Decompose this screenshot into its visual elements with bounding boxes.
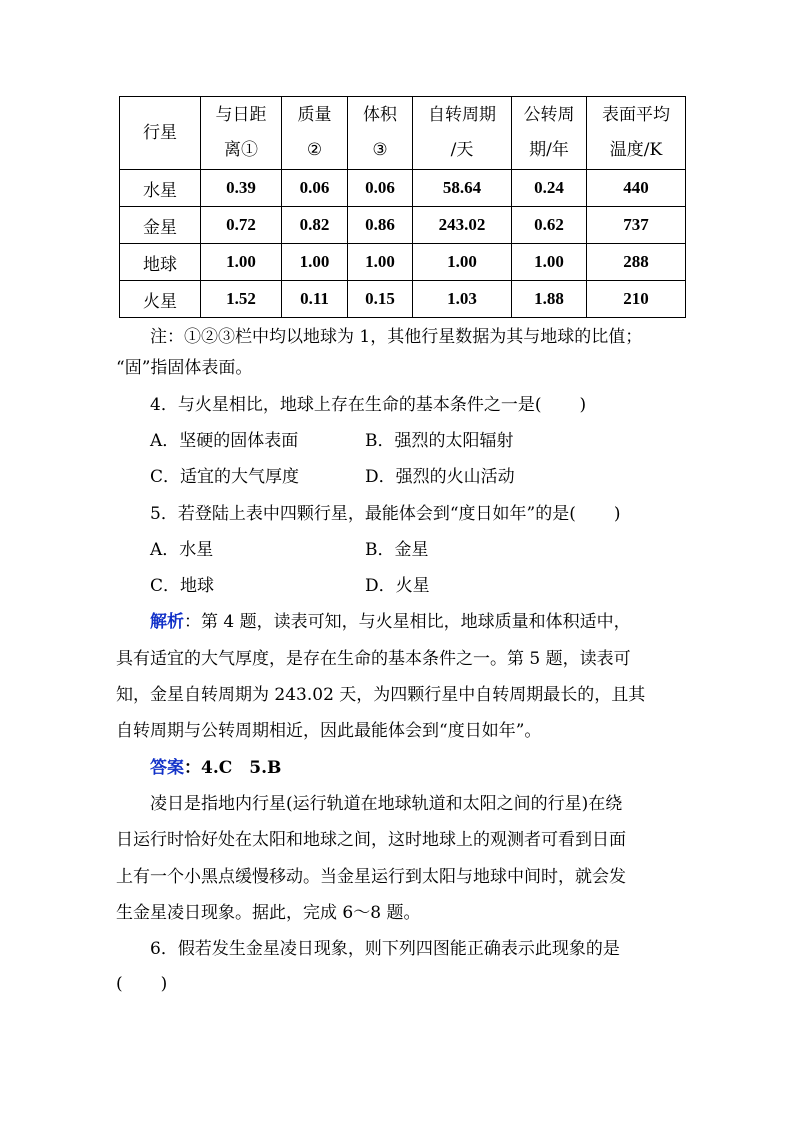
question-5-option-b: B．金星 (365, 540, 429, 560)
planet-data-table (119, 96, 686, 318)
table-row (120, 207, 686, 244)
paren-close: ) (160, 974, 168, 994)
question-4-option-a: A．坚硬的固体表面 (150, 431, 299, 451)
header-text: /天 (450, 140, 474, 160)
table-cell: 1.00 (512, 244, 587, 281)
header-text: 公转周 (523, 105, 575, 125)
header-text: ② (306, 140, 323, 160)
table-cell: 1.00 (413, 244, 512, 281)
passage-line1: 凌日是指地内行星(运行轨道在地球轨道和太阳之间的行星)在绕 (150, 794, 623, 814)
header-text: 与日距 (215, 105, 267, 125)
table-note-line2: “固”指固体表面。 (116, 358, 253, 378)
table-cell: 243.02 (413, 207, 512, 244)
question-5-stem (150, 503, 620, 525)
header-cell (282, 97, 348, 170)
header-cell (587, 97, 686, 170)
question-4-option-d: D．强烈的火山活动 (365, 467, 515, 487)
header-text: 温度/K (609, 140, 663, 160)
table-cell: 火星 (120, 281, 201, 318)
table-cell: 0.39 (201, 170, 282, 207)
table-row (120, 244, 686, 281)
table-cell: 1.03 (413, 281, 512, 318)
header-text: 期/年 (529, 140, 569, 160)
header-cell (348, 97, 413, 170)
analysis-text: ：第 4 题，读表可知，与火星相比，地球质量和体积适中， (184, 612, 631, 632)
question-4-text: 4．与火星相比，地球上存在生命的基本条件之一是( (150, 395, 542, 415)
table-cell: 水星 (120, 170, 201, 207)
header-cell (201, 97, 282, 170)
table-header-row (120, 97, 686, 170)
header-cell (120, 97, 201, 170)
header-text: 表面平均 (602, 105, 670, 125)
passage-line3: 上有一个小黑点缓慢移动。当金星运行到太阳与地球中间时，就会发 (116, 867, 626, 887)
table-cell: 210 (587, 281, 686, 318)
header-text: 体积 (363, 105, 397, 125)
passage-line2: 日运行时恰好处在太阳和地球之间，这时地球上的观测者可看到日面 (116, 830, 626, 850)
table-row (120, 281, 686, 318)
question-4-stem (150, 394, 586, 416)
question-5-option-d: D．火星 (365, 576, 430, 596)
header-cell (413, 97, 512, 170)
answer-value: ：4.C 5.B (184, 758, 282, 778)
question-6-paren (116, 973, 167, 995)
analysis-line4: 自转周期与公转周期相近，因此最能体会到“度日如年”。 (116, 721, 542, 741)
table-cell: 金星 (120, 207, 201, 244)
question-5-option-a: A．水星 (150, 540, 214, 560)
analysis-line3: 知，金星自转周期为 243.02 天，为四颗行星中自转周期最长的，且其 (116, 685, 646, 705)
table-cell: 1.00 (201, 244, 282, 281)
passage-line4: 生金星凌日现象。据此，完成 6～8 题。 (116, 903, 421, 923)
table-cell: 0.06 (348, 170, 413, 207)
analysis-line2: 具有适宜的大气厚度，是存在生命的基本条件之一。第 5 题，读表可 (116, 649, 631, 669)
table-cell: 0.82 (282, 207, 348, 244)
table-cell: 0.72 (201, 207, 282, 244)
table-cell: 0.11 (282, 281, 348, 318)
paren-close: ) (613, 504, 621, 524)
question-5-option-c: C．地球 (150, 576, 215, 596)
table-note-line1: 注：①②③栏中均以地球为 1，其他行星数据为其与地球的比值； (150, 327, 643, 347)
question-5-text: 5．若登陆上表中四颗行星，最能体会到“度日如年”的是( (150, 504, 576, 524)
analysis-line1 (150, 611, 631, 633)
table-cell: 0.06 (282, 170, 348, 207)
table-cell: 0.62 (512, 207, 587, 244)
table-cell: 0.24 (512, 170, 587, 207)
table-cell: 288 (587, 244, 686, 281)
table-cell: 地球 (120, 244, 201, 281)
answer-line (150, 757, 281, 779)
question-4-option-b: B．强烈的太阳辐射 (365, 431, 514, 451)
paren-close: ) (579, 395, 587, 415)
header-text: 行星 (143, 122, 177, 143)
answer-label: 答案 (150, 758, 184, 778)
table-cell: 440 (587, 170, 686, 207)
paren-open: ( (116, 974, 123, 994)
table-cell: 1.52 (201, 281, 282, 318)
table-cell: 1.00 (348, 244, 413, 281)
analysis-label: 解析 (150, 612, 184, 632)
table-cell: 0.86 (348, 207, 413, 244)
table-row (120, 170, 686, 207)
table-cell: 1.88 (512, 281, 587, 318)
question-4-option-c: C．适宜的大气厚度 (150, 467, 300, 487)
table-cell: 737 (587, 207, 686, 244)
header-text: 质量 (297, 105, 332, 125)
header-text: ③ (372, 140, 388, 160)
table-cell: 0.15 (348, 281, 413, 318)
header-cell (512, 97, 587, 170)
header-text: 自转周期 (428, 105, 496, 125)
table-cell: 1.00 (282, 244, 348, 281)
question-6-stem: 6．假若发生金星凌日现象，则下列四图能正确表示此现象的是 (150, 939, 620, 959)
header-text: 离① (224, 140, 258, 160)
table-cell: 58.64 (413, 170, 512, 207)
